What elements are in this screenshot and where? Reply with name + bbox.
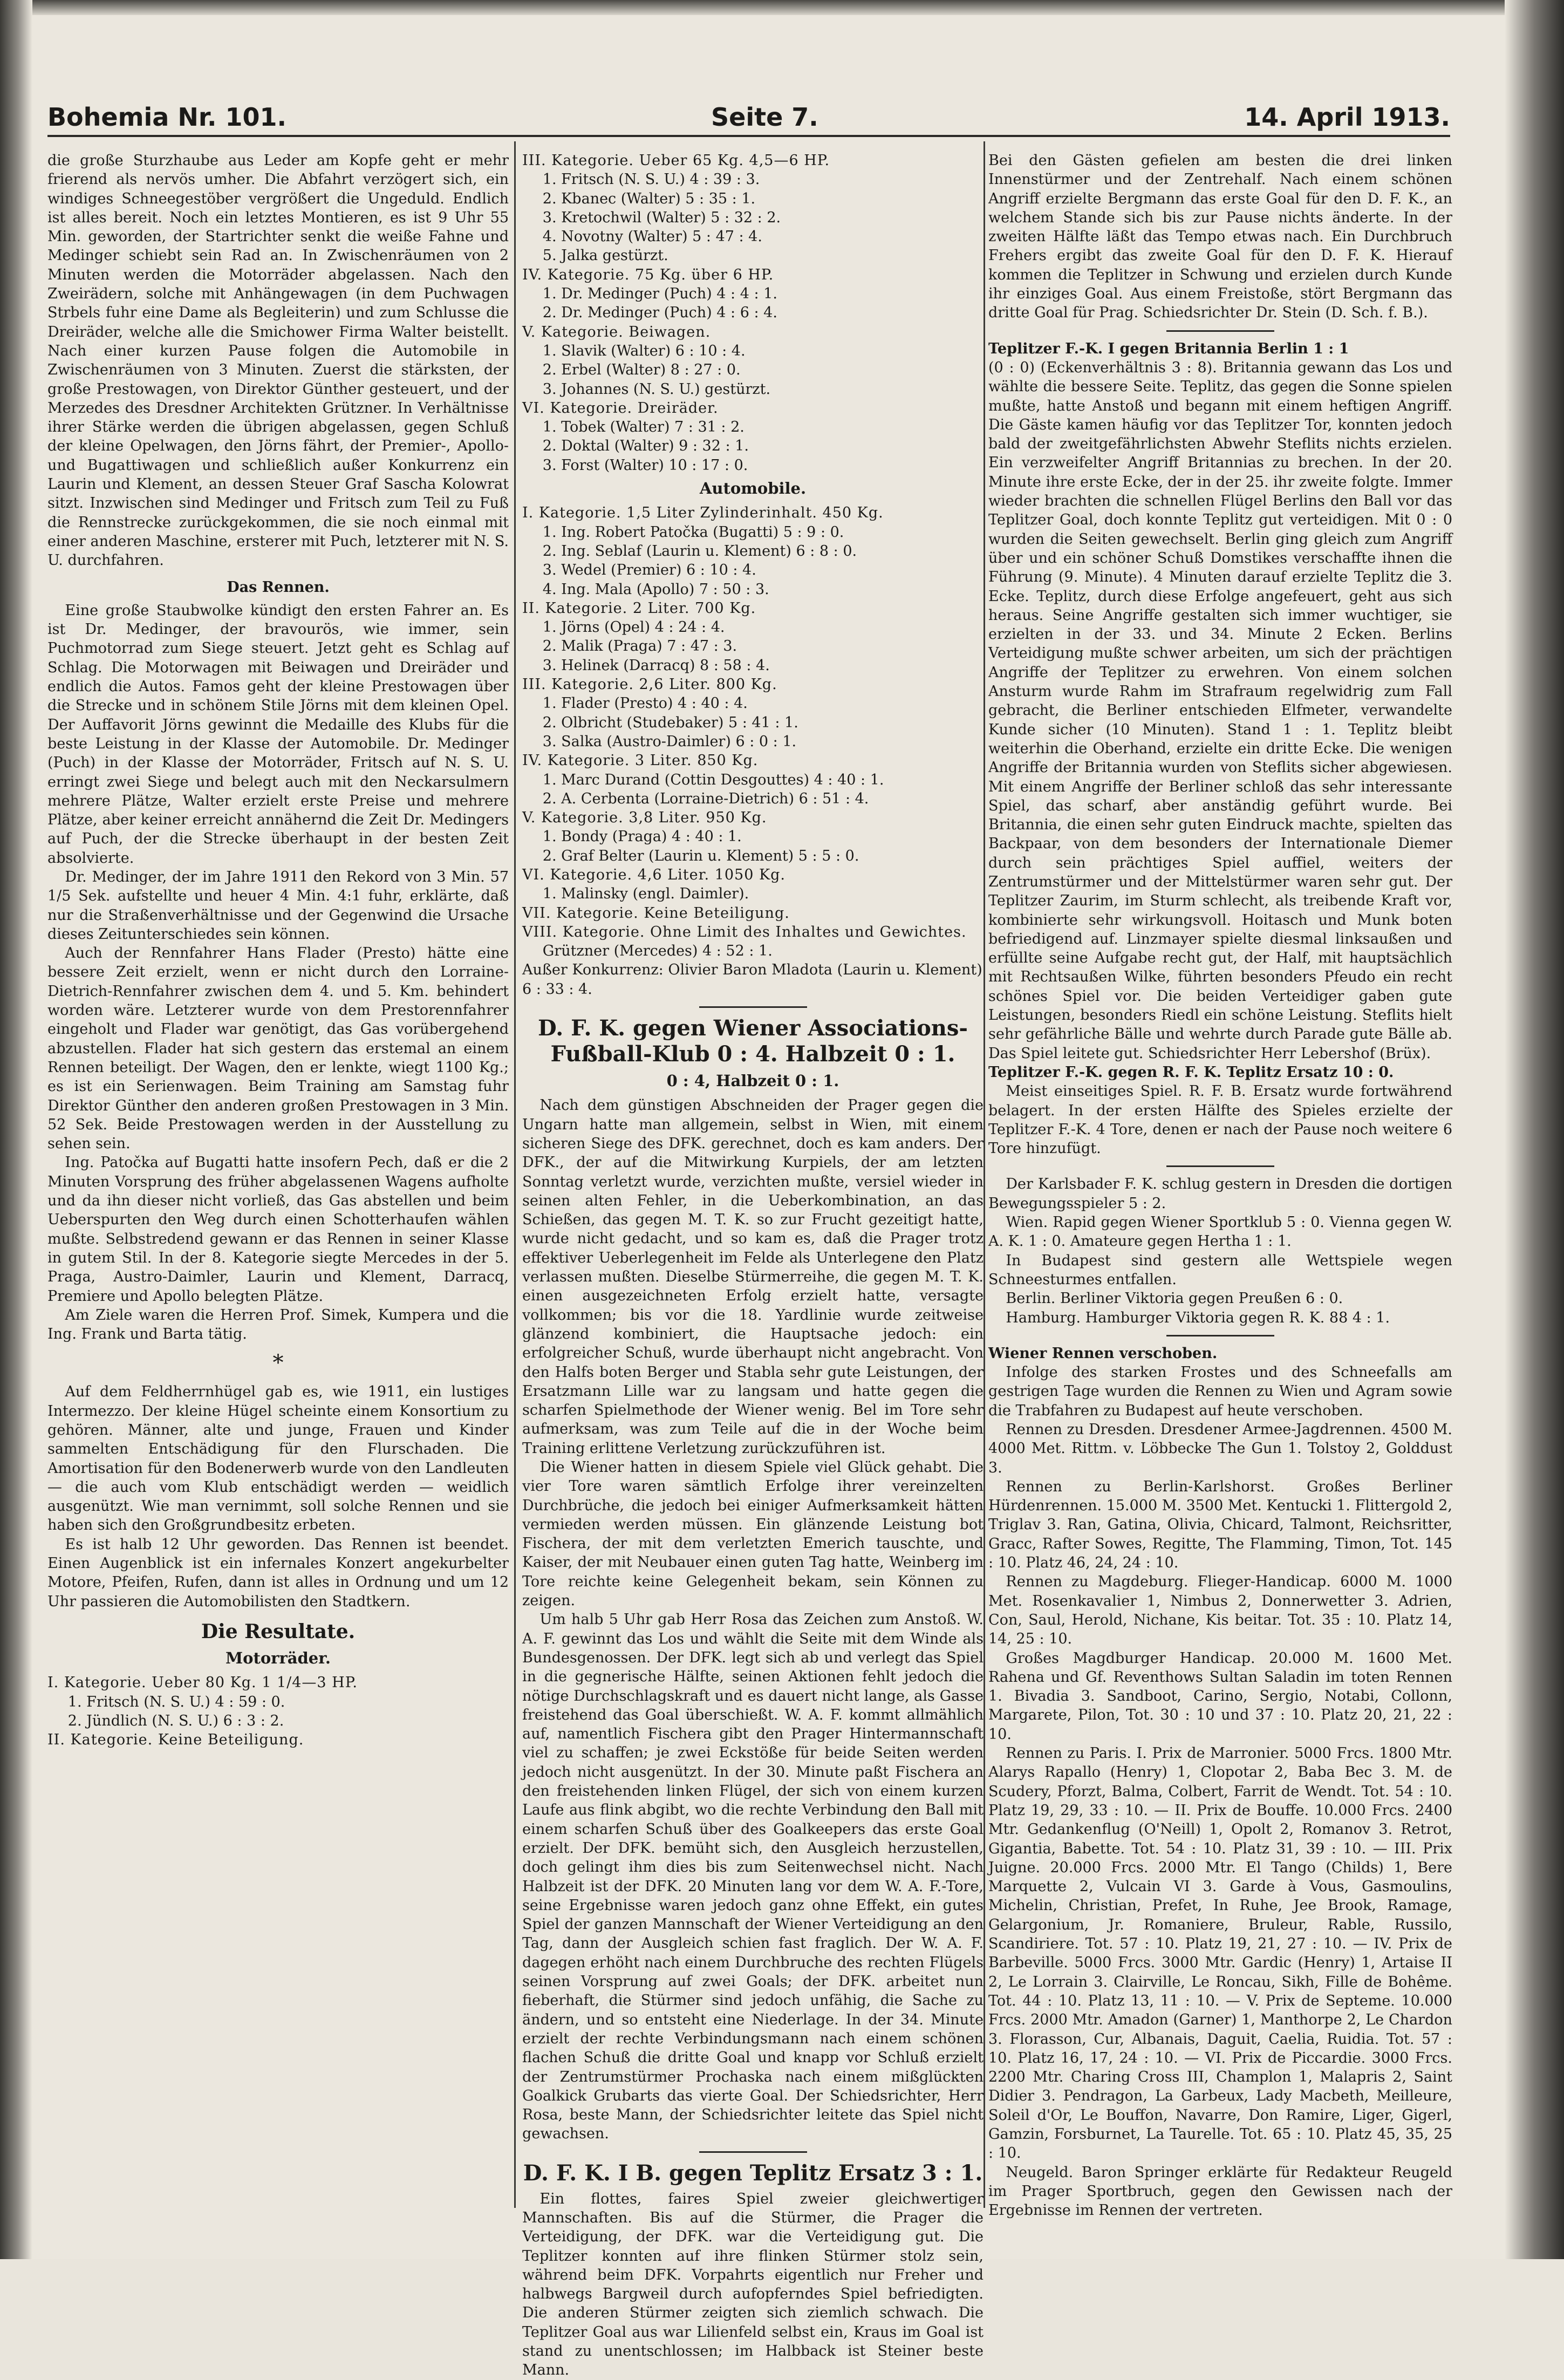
result-line: 3. Johannes (N. S. U.) gestürzt. [542,380,771,398]
result-line: 2. Olbricht (Studebaker) 5 : 41 : 1. [542,714,798,731]
article-paragraph: Eine große Staubwolke kündigt den ersten Fahrer an. Es ist Dr. Medinger, der bravourös, wie immer, sein Puchmotorrad zum Siege steuert. Jetzt geht es Schlag auf Schlag. Die Motorwagen mit Beiwagen und Dreiräder und endlich die Autos. Famos geht der kleine Prestowagen über die Strecke und in schönem Stile Jörns mit dem kleinen Opel. Der Auffavorit Jörns gewinnt die Medaille des Klubs für die beste Leistung in der Klasse der Automobile. Dr. Medinger (Puch) in der Klasse der Motorräder, Fritsch auf N. S. U. erringt zwei Siege und belegt auch mit den Neckarsulmern mehrere Plätze, Walter erzielt erste Preise und mehrere Plätze, aber keiner erreicht annähernd die Zeit Dr. Medingers auf Puch, der die Strecke überhaupt in der besten Zeit absolvierte. [47,602,509,867]
match-headline-teplitz-ersatz: Teplitzer F.-K. gegen R. F. K. Teplitz Ersatz 10 : 0. [988,1063,1394,1081]
race-result-paragraph: Rennen zu Dresden. Dresdener Armee-Jagdrennen. 4500 M. 4000 Met. Rittm. v. Löbbecke The Gun 1. Tolstoy 2, Golddust 3. [988,1421,1452,1476]
article-paragraph: (0 : 0) (Eckenverhältnis 3 : 8). Britannia gewann das Los und wählte die bessere Seite. Teplitz, das gegen die Sonne spielen mußte, hatte Anstoß und begann mit einem heftigen Angriff. Die Gäste kamen häufig vor das Teplitzer Tor, konnten jedoch bald der zweitgefährlichsten Abwehr Steflits nichts erzielen. Ein verzweifelter Angriff Britannias zu brechen. In der 20. Minute ihre erste Ecke, der in der 25. ihr zweite folgte. Immer wieder brachten die schnellen Flügel Berlins den Ball vor das Teplitzer Goal, doch konnte Teplitz gut verteidigen. Mit 0 : 0 wurden die Seiten gewechselt. Berlin ging gleich zum Angriff über und ein schöner Schuß Domstikes verschaffte ihnen die Führung (9. Minute). 4 Minuten darauf erzielte Teplitz die 3. Ecke. Teplitz, durch diese Erfolge angefeuert, geht aus sich heraus. Seine Angriffe gestalten sich immer wuchtiger, sie erzielten in der 33. und 34. Minute 2 Ecken. Berlins Verteidigung mußte schwer arbeiten, um sich der prächtigen Angriffe der Teplitzer zu erwehren. Von einem solchen Ansturm wurde Rahm im Strafraum regelwidrig zum Fall gebracht, die Berliner entschieden Elfmeter, verwandelte Kunde sicher (10 Minuten). Stand 1 : 1. Teplitz bleibt weiterhin die Oberhand, erzielte ein dritte Ecke. Die wenigen Angriffe der Britannia wurden von Steflits sicher abgewiesen. Mit einem Angriffe der Berliner schloß das sehr interessante Spiel, das scharf, aber anständig geführt wurde. Bei Britannia, die einen sehr guten Eindruck machte, spielten das Backpaar, von dem besonders der Internationale Diemer durch sein prächtiges Spiel auffiel, weiters der Zentrumstürmer und der Mittelstürmer waren sehr gut. Der Teplitzer Zaurim, im Sturm schlecht, als treibende Kraft vor, kombinierte sehr wirkungsvoll. Hoitasch und Munk boten befriedigend auf. Linzmayer spielte diesmal linksaußen und erfüllte seine Aufgabe recht gut, der Half, mit hauptsächlich mit Rechtsaußen Wilke, führten besonders Pfeudo ein recht schönes Spiel vor. Die beiden Verteidiger gaben gute Leistungen, besonders Riedl ein schöne Leistung. Steflits hielt sehr gefährliche Bälle und wehrte durch Parade gute Bälle ab. Das Spiel leitete gut. Schiedsrichter Herr Lebershof (Brüx). [988,359,1452,1062]
result-line: 4. Ing. Mala (Apollo) 7 : 50 : 3. [542,581,769,598]
result-line: 1. Tobek (Walter) 7 : 31 : 2. [542,419,745,436]
result-line: 2. Doktal (Walter) 9 : 32 : 1. [542,438,749,455]
result-line: 2. Malik (Praga) 7 : 47 : 3. [542,638,737,655]
article-paragraph: Um halb 5 Uhr gab Herr Rosa das Zeichen zum Anstoß. W. A. F. gewinnt das Los und wählt die Seite mit dem Winde als Bundesgenossen. Der DFK. legt sich ab und verlegt das Spiel in die gegnerische Hälfte, seinen Aktionen fehlt jedoch die nötige Durchschlagskraft und es dauert nicht lange, als Gasse freistehend das Goal überschießt. W. A. F. kommt allmählich auf, namentlich Fischera gibt den Prager Hintermannschaft viel zu schaffen; je zwei Eckstöße für beide Seiten werden jedoch nicht ausgenützt. In der 30. Minute paßt Fischera an den freistehenden linken Flügel, der sich von einem kurzen Laufe aus flink abgibt, wo die rechte Verbindung den Ball mit einem scharfen Schuß über des Goalkeepers das erste Goal erzielt. Der DFK. bemüht sich, den Ausgleich herzustellen, doch gelingt ihm dies bis zum Seitenwechsel nicht. Nach Halbzeit ist der DFK. 20 Minuten lang vor dem W. A. F.-Tore, seine Ergebnisse waren jedoch ganz ohne Effekt, ein gutes Spiel der ganzen Mannschaft der Wiener Verteidigung an den Tag, dann der Ausgleich schien fast fraglich. Der W. A. F. dagegen erhöht nach einem Durchbruche des rechten Flügels seinen Vorsprung auf zwei Goals; der DFK. arbeitet nun fieberhaft, die Stürmer sind jedoch unfähig, die Sache zu ändern, und so entsteht eine Niederlage. In der 34. Minute erzielt der rechte Verbindungsmann nach einem schönen flachen Schuß die dritte Goal und knapp vor Schluß erzielt der Zentrumstürmer Prochaska nach einem mißglückten Goalkick Grubarts das vierte Goal. Der Schiedsrichter, Herr Rosa, beste Mann, der Schiedsrichter leitete das Spiel nicht gewachsen. [522,1611,984,2143]
match-score-line: 0 : 4, Halbzeit 0 : 1. [666,1072,839,1090]
article-paragraph: Auf dem Feldherrnhügel gab es, wie 1911, ein lustiges Intermezzo. Der kleine Hügel scheinte einem Konsortium zu gehören. Männer, alte und junge, Frauen und Kinder sammelten Entschädigung für den Flurschaden. Die Amortisation für den Bodenerwerb wurde von den Landleuten — die auch vom Klub entschädigt werden — weidlich ausgenützt. Wie man vernimmt, soll solche Rennen und sie haben sich den Großgrundbesitz erbeten. [47,1383,509,1534]
article-paragraph: Meist einseitiges Spiel. R. F. B. Ersatz wurde fortwährend belagert. In der ersten Hälfte des Spieles erzielte der Teplitzer F.-K. 4 Tore, denen er nach der Pause noch weitere 6 Tore hinzufügt. [988,1083,1452,1157]
column-divider-2 [984,141,985,2208]
short-news-item: Berlin. Berliner Viktoria gegen Preußen 6 : 0. [1006,1290,1343,1307]
column-divider-1 [514,141,516,2208]
result-line: VII. Kategorie. Keine Beteiligung. [522,904,790,922]
result-line: 1. Jörns (Opel) 4 : 24 : 4. [542,619,725,636]
header-rule [47,135,1450,137]
section-separator-stars: * [272,1351,284,1376]
race-result-paragraph: Rennen zu Magdeburg. Flieger-Handicap. 6000 M. 1000 Met. Rosenkavalier 1, Nimbus 2, Donnerwetter 3. Adrien, Con, Saul, Herold, Nichane, Kis beitar. Tot. 35 : 10. Platz 14, 14, 25 : 10. [988,1573,1452,1648]
short-news-item: Wien. Rapid gegen Wiener Sportklub 5 : 0. Vienna gegen W. A. K. 1 : 0. Amateure gegen Hertha 1 : 1. [988,1214,1452,1250]
section-rule [1166,1335,1274,1336]
article-paragraph: die große Sturzhaube aus Leder am Kopfe geht er mehr frierend als nervös umher. Die Abfahrt verzögert sich, ein windiges Schneegestöber vergrößert die Ungeduld. Endlich ist alles bereit. Noch ein letztes Montieren, es ist 9 Uhr 55 Min. geworden, der Startrichter senkt die weiße Fahne und Medinger schiebt sein Rad an. In Zwischenräumen von 2 Minuten werden die Motorräder abgelassen. Nach den Zweirädern, solche mit Anhängewagen (in dem Puchwagen Strbels fuhr eine Dame als Begleiterin) und zum Schlusse die Dreiräder, welche alle die Smichower Firma Walter beistellt. Nach einer kurzen Pause folgen die Automobile in Zwischenräumen von 3 Minuten. Zuerst die stärksten, der große Prestowagen, von Direktor Günther gesteuert, und der Merzedes des Dresdner Architekten Grützner. In Verhältnisse ihrer Stärke werden die übrigen abgelassen, gegen Schluß der kleine Opelwagen, den Jörns fährt, der Premier-, Apollo- und Bugattiwagen und schließlich außer Konkurrenz ein Laurin und Klement, an dessen Steuer Graf Sascha Kolowrat sitzt. Inzwischen sind Medinger und Fritsch zum Teil zu Fuß die Rennstrecke zurückgekommen, die sie noch einmal mit einer anderen Maschine, ersterer mit Puch, letzterer mit N. S. U. durchfahren. [47,152,509,569]
article-paragraph: Es ist halb 12 Uhr geworden. Das Rennen ist beendet. Einen Augenblick ist ein infernales Konzert angekurbelter Motore, Pfeifen, Rufen, dann ist alles in Ordnung und um 12 Uhr passieren die Automobilisten den Stadtkern. [47,1536,509,1610]
result-line: 2. Erbel (Walter) 8 : 27 : 0. [542,362,741,379]
result-line: 1. Ing. Robert Patočka (Bugatti) 5 : 9 : 0. [542,523,844,541]
result-line: 1. Malinsky (engl. Daimler). [542,885,749,903]
result-line: 1. Fritsch (N. S. U.) 4 : 59 : 0. [67,1693,285,1710]
result-line: 5. Jalka gestürzt. [542,247,668,264]
result-line: Außer Konkurrenz: Olivier Baron Mladota (Laurin u. Klement) 6 : 33 : 4. [522,961,982,998]
article-paragraph: Bei den Gästen gefielen am besten die drei linken Innenstürmer und der Zentrehalf. Nach einem schönen Angriff erzielte Bergmann das erste Goal für den D. F. K., an welchem Stande sich bis zur Pause nichts änderte. In der zweiten Hälfte läßt das Tempo etwas nach. Ein Durchbruch Frehers ergibt das zweite Goal für den D. F. K. Hierauf kommen die Teplitzer in Schwung und erzielen durch Kunde ihr einziges Goal. Aus einem Freistoße, stört Bergmann das dritte Goal für Prag. Schiedsrichter Dr. Stein (D. Sch. f. B.). [988,152,1452,322]
result-line: 2. Ing. Seblaf (Laurin u. Klement) 6 : 8 : 0. [542,542,857,560]
section-rule [1166,1165,1274,1167]
result-line: 3. Kretochwil (Walter) 5 : 32 : 2. [542,209,781,226]
race-result-paragraph: Großes Magdburger Handicap. 20.000 M. 1600 Met. Rahena und Gf. Reventhows Sultan Saladin im toten Rennen 1. Bivadia 3. Sandboot, Carino, Sergio, Notabi, Collonn, Margarete, Pilon, Tot. 30 : 10 und 37 : 10. Platz 20, 21, 22 : 10. [988,1649,1452,1743]
column-1 [47,151,509,2201]
match-headline-dfk-wac: D. F. K. gegen Wiener Associations-Fußball-Klub 0 : 4. Halbzeit 0 : 1. [538,1015,968,1067]
result-line: I. Kategorie. 1,5 Liter Zylinderinhalt. 450 Kg. [522,504,884,522]
result-line: III. Kategorie. Ueber 65 Kg. 4,5—6 HP. [522,152,830,169]
race-result-paragraph: Rennen zu Paris. I. Prix de Marronier. 5000 Frcs. 1800 Mtr. Alarys Rapallo (Henry) 1, Clopotar 2, Baba Bec 3. M. de Scudery, Pforzt, Balma, Colbert, Farrit de Wendt. Tot. 54 : 10. Platz 19, 29, 33 : 10. — II. Prix de Bouffe. 10.000 Frcs. 2400 Mtr. Gedankenflug (O'Neill) 1, Opolt 2, Romanov 3. Retrot, Gigantia, Babette. Tot. 54 : 10. Platz 31, 39 : 10. — III. Prix Juigne. 20.000 Frcs. 2000 Mtr. El Tango (Childs) 1, Bere Marquette 2, Vulcain VI 3. Garde à Vous, Gasmoulins, Michelin, Christian, Prefet, In Ruhe, Jee Brook, Ramage, Gelargonium, Jr. Romaniere, Bruleur, Rable, Russilo, Scandiriere. Tot. 57 : 10. Platz 19, 21, 27 : 10. — IV. Prix de Barbeville. 5000 Frcs. 3000 Mtr. Gardic (Henry) 1, Artaise II 2, Le Lorrain 3. Clairville, Le Roncau, Sikh, Fille de Bohême. Tot. 44 : 10. Platz 13, 11 : 10. — V. Prix de Septeme. 10.000 Frcs. 2000 Mtr. Amadon (Garner) 1, Manthorpe 2, Le Chardon 3. Florasson, Cur, Albanais, Daguit, Caelia, Ruidia. Tot. 57 : 10. Platz 16, 17, 24 : 10. — VI. Prix de Piccardie. 3000 Frcs. 2200 Mtr. Charing Cross III, Champlon 1, Malapris 2, Saint Didier 3. Pendragon, La Garbeux, Lady Macbeth, Meilleure, Soleil d'Or, Le Bouffon, Navarre, Don Ramire, Liger, Gigerl, Gamzin, Forsburnet, La Taurelle. Tot. 65 : 10. Platz 45, 35, 25 : 10. [988,1745,1452,2162]
results-heading: Die Resultate. [201,1620,356,1643]
result-line: 1. Fritsch (N. S. U.) 4 : 39 : 3. [542,171,760,188]
section-rule [699,2151,807,2153]
section-heading-rennen: Das Rennen. [227,578,330,596]
article-paragraph: Infolge des starken Frostes und des Schneefalls am gestrigen Tage wurden die Rennen zu Wien und Agram sowie die Trabfahren zu Budapest auf heute verschoben. [988,1364,1452,1419]
result-line: 3. Salka (Austro-Daimler) 6 : 0 : 1. [542,733,797,750]
page-number: Seite 7. [711,103,818,132]
short-news-item: Der Karlsbader F. K. schlug gestern in Dresden die dortigen Bewegungsspieler 5 : 2. [988,1176,1452,1212]
result-line: V. Kategorie. Beiwagen. [522,323,711,340]
section-rule [699,1006,807,1008]
result-line: II. Kategorie. Keine Beteiligung. [47,1731,304,1749]
result-line: 2. Dr. Medinger (Puch) 4 : 6 : 4. [542,304,777,322]
short-news-item: Hamburg. Hamburger Viktoria gegen R. K. 88 4 : 1. [1006,1309,1390,1326]
result-line: 2. Graf Belter (Laurin u. Klement) 5 : 5 : 0. [542,847,859,864]
result-line: VI. Kategorie. 4,6 Liter. 1050 Kg. [522,866,786,883]
result-line: 3. Forst (Walter) 10 : 17 : 0. [542,456,748,474]
result-line: 2. A. Cerbenta (Lorraine-Dietrich) 6 : 51 : 4. [542,790,869,807]
result-line: 3. Wedel (Premier) 6 : 10 : 4. [542,562,756,579]
article-paragraph: Dr. Medinger, der im Jahre 1911 den Rekord von 3 Min. 57 1/5 Sek. aufstellte und heuer 4 Min. 4:1 fuhr, erklärte, daß nur die Straßenverhältnisse und der Gegenwind die Ursache dieses Zeitunterschiedes sein können. [47,868,509,943]
result-line: 2. Jündlich (N. S. U.) 6 : 3 : 2. [67,1712,284,1729]
result-line: 2. Kbanec (Walter) 5 : 35 : 1. [542,190,756,207]
page-left-shadow [0,0,32,2259]
result-line: VI. Kategorie. Dreiräder. [522,399,719,417]
result-line: III. Kategorie. 2,6 Liter. 800 Kg. [522,676,777,693]
result-line: 1. Flader (Presto) 4 : 40 : 4. [542,695,748,712]
article-paragraph: Nach dem günstigen Abschneiden der Prager gegen die Ungarn hatte man allgemein, selbst in Wien, mit einem sicheren Siege des DFK. gerechnet, doch es kam anders. Der DFK., der auf die Mitwirkung Kurpiels, der am letzten Sonntag verletzt wurde, verzichten mußte, versiel wieder in seinen alten Fehler, in die Ueberkombination, an das Schießen, das gegen M. T. K. so zur Frucht gezeitigt hatte, wurde nicht gedacht, und so kam es, daß die Prager trotz effektiver Ueberlegenheit im Felde als Unterlegene den Platz verlassen mußten. Dieselbe Stürmerreihe, die gegen M. T. K. einen ausgezeichneten Erfolg erzielt hatte, versagte vollkommen; bis vor die 18. Yardlinie wurde zeitweise glänzend kombiniert, die Hauptsache jedoch: ein erfolgreicher Schuß, wurde überhaupt nicht angebracht. Von den Halfs boten Berger und Stabla sehr gute Leistungen, der Ersatzmann Lille war zu langsam und hatte gegen die scharfen Spielmethode der Wiener wenig. Bel im Tore sehr aufmerksam, was zum Teile auf die in der Woche beim Training erlittene Verletzung zurückzuführen ist. [522,1097,984,1457]
results-subheading-motor: Motorräder. [226,1648,331,1667]
column-3 [988,151,1452,2219]
result-line: 4. Novotny (Walter) 5 : 47 : 4. [542,228,762,245]
article-paragraph: Ing. Patočka auf Bugatti hatte insofern Pech, daß er die 2 Minuten Vorsprung des früher abgelassenen Wagens aufholte und da ihn dieser nicht vorließ, das Gas abstellen und beim Ueberspurten den Weg durch einen Schotterhaufen wählen mußte. Selbstredend gewann er das Rennen in seiner Klasse in gutem Stil. In der 8. Kategorie siegte Mercedes in der 5. Praga, Austro-Daimler, Laurin und Klement, Darracq, Premiere und Apollo belegten Plätze. [47,1154,509,1305]
result-line: I. Kategorie. Ueber 80 Kg. 1 1/4—3 HP. [47,1674,358,1692]
result-line: 1. Dr. Medinger (Puch) 4 : 4 : 1. [542,285,777,303]
short-news-item: In Budapest sind gestern alle Wettspiele wegen Schneesturmes entfallen. [988,1252,1452,1288]
issue-date: 14. April 1913. [1244,103,1450,132]
result-line: II. Kategorie. 2 Liter. 700 Kg. [522,599,756,617]
article-paragraph: Die Wiener hatten in diesem Spiele viel Glück gehabt. Die vier Tore waren sämtlich Erfolge ihrer vereinzelten Durchbrüche, die jedoch bei einiger Aufmerksamkeit hätten vermieden werden müssen. Ein glänzende Leistung bot Fischera, der mit dem verletzten Emerich tauschte, und Kaiser, der mit Neubauer einen guten Tag hatte, Weinberg im Tore reichte keine Gelegenheit bekam, sein Können zu zeigen. [522,1459,984,1610]
result-line: 1. Marc Durand (Cottin Desgouttes) 4 : 40 : 1. [542,771,884,788]
results-subheading-auto: Automobile. [699,479,807,498]
result-line: 1. Bondy (Praga) 4 : 40 : 1. [542,828,742,845]
result-line: Grützner (Mercedes) 4 : 52 : 1. [542,943,773,960]
page-top-edge [0,0,1564,15]
article-paragraph: Am Ziele waren die Herren Prof. Simek, Kumpera und die Ing. Frank und Barta tätig. [47,1306,509,1343]
race-result-paragraph: Rennen zu Berlin-Karlshorst. Großes Berliner Hürdenrennen. 15.000 M. 3500 Met. Kentucki 1. Flittergold 2, Triglav 3. Ran, Gatina, Olivia, Chicard, Talmont, Reichsritter, Gracc, Rafter Sowes, Regitte, The Flamming, Timon, Tot. 145 : 10. Platz 46, 24, 24 : 10. [988,1478,1452,1572]
column-2 [522,151,984,2379]
result-line: 3. Helinek (Darracq) 8 : 58 : 4. [542,657,770,674]
article-paragraph: Auch der Rennfahrer Hans Flader (Presto) hätte eine bessere Zeit erzielt, wenn er nicht durch den Lorraine-Dietrich-Rennfahrer zwischen dem 4. und 5. Km. behindert worden wäre. Letzterer wurde von dem Prestorennfahrer eingeholt und Flader war genötigt, das Gas vorübergehend abzustellen. Flader hat sich gestern das erstemal an einem Rennen beteiligt. Der Wagen, den er lenkte, wiegt 1100 Kg.; es ist ein Serienwagen. Beim Training am Samstag fuhr Direktor Günther den anderen großen Prestowagen in 3 Min. 52 Sek. Beide Prestowagen werden in der Ausstellung zu sehen sein. [47,945,509,1153]
article-paragraph: Ein flottes, faires Spiel zweier gleichwertiger Mannschaften. Bis auf die Stürmer, die Prager die Verteidigung, der DFK. war die Verteidigung gut. Die Teplitzer konnten auf ihre flinken Stürmer stolz sein, während beim DFK. Vorpahrts eigentlich nur Freher und halbwegs Bargweil durch aufopferndes Spiel befriedigten. Die anderen Stürmer zeigten sich ziemlich schwach. Die Teplitzer Goal aus war Lilienfeld selbst ein, Kraus im Goal ist stand zu unentschlossen; im Halbback ist Steiner beste Mann. [522,2190,984,2379]
match-headline-dfk-teplitz: D. F. K. I B. gegen Teplitz Ersatz 3 : 1. [523,2160,983,2186]
section-heading-wiener-rennen: Wiener Rennen verschoben. [988,1345,1218,1362]
result-line: 1. Slavik (Walter) 6 : 10 : 4. [542,342,746,359]
page-right-shadow [1505,0,1564,2259]
result-line: V. Kategorie. 3,8 Liter. 950 Kg. [522,809,767,827]
section-rule [1166,330,1274,332]
result-line: IV. Kategorie. 75 Kg. über 6 HP. [522,266,774,283]
result-line: VIII. Kategorie. Ohne Limit des Inhaltes und Gewichtes. [522,923,967,940]
match-headline-teplitz-britannia: Teplitzer F.-K. I gegen Britannia Berlin 1 : 1 [988,340,1349,357]
result-line: IV. Kategorie. 3 Liter. 850 Kg. [522,752,759,769]
issue-number: Bohemia Nr. 101. [47,103,286,132]
article-paragraph: Neugeld. Baron Springer erklärte für Redakteur Reugeld im Prager Sportbruch, gegen den Gewissen nach der Ergebnisse im Rennen der vertreten. [988,2164,1452,2219]
